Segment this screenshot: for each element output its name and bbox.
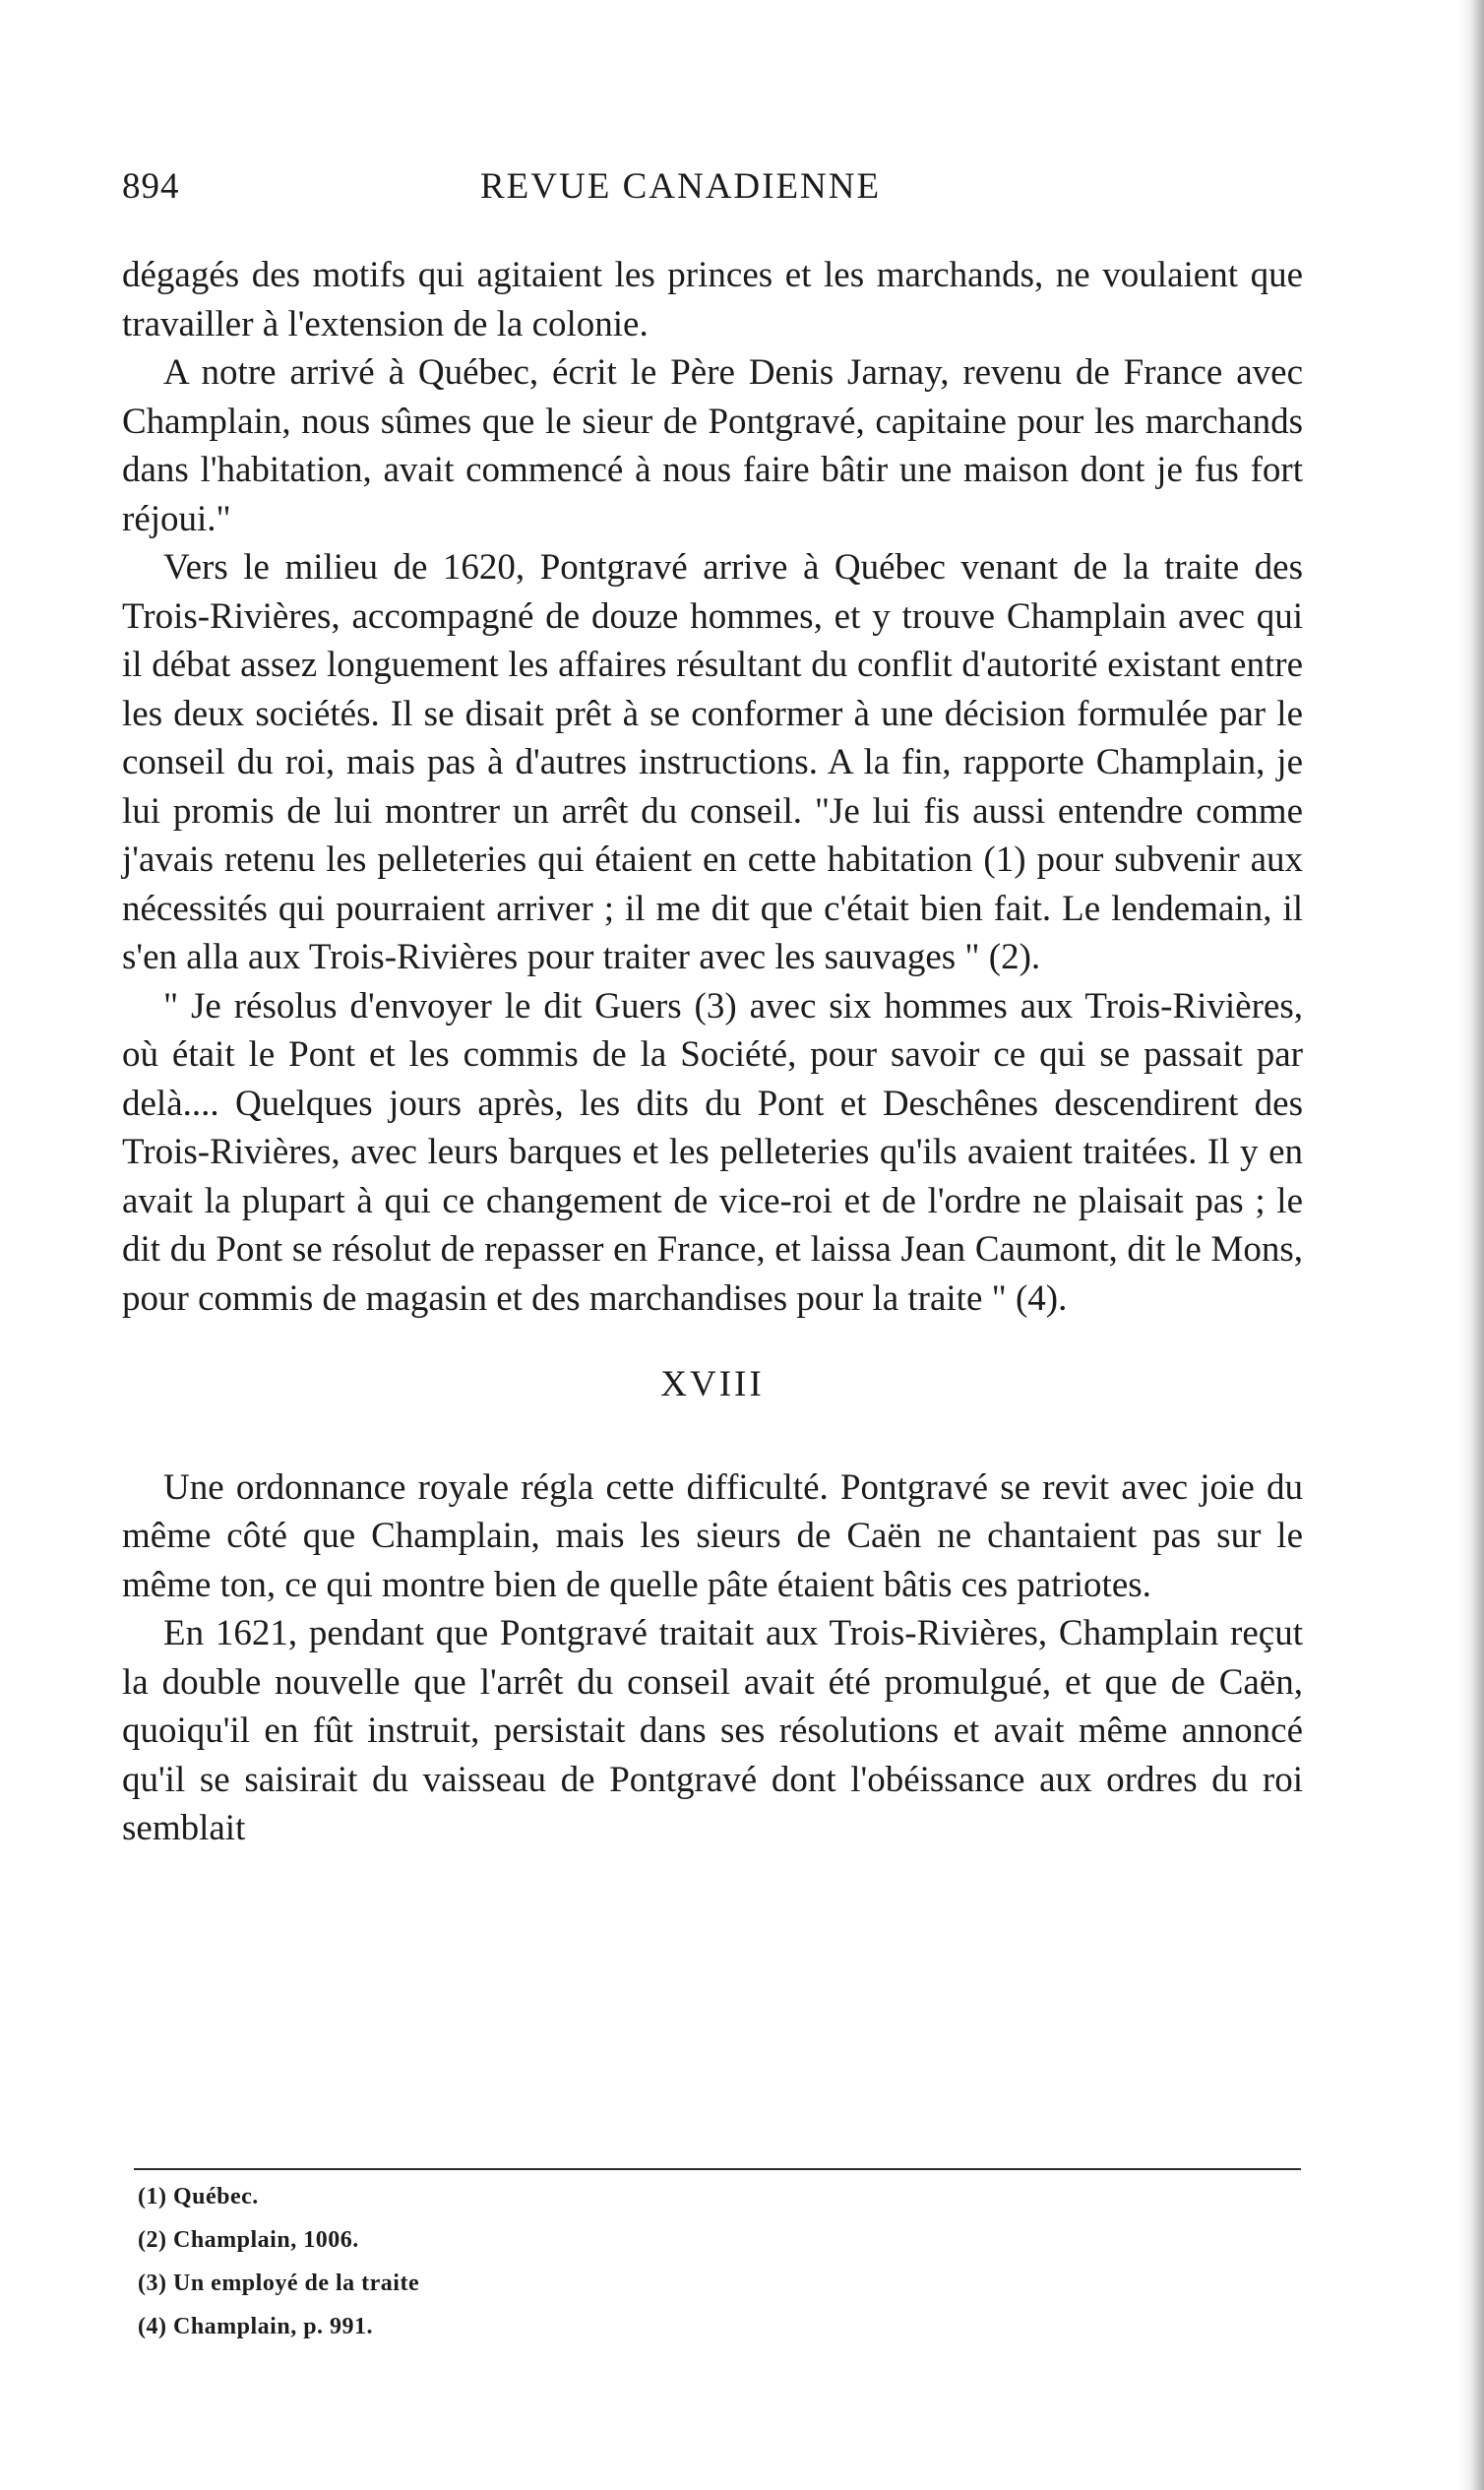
footnote: (3) Un employé de la traite bbox=[138, 2271, 420, 2296]
footnotes bbox=[138, 2157, 1122, 2348]
paragraph: Une ordonnance royale régla cette difficulté. Pontgravé se revit avec joie du même côté que Champlain, mais les sieurs de Caën ne chantaient pas sur le même ton, ce qui montre bien de quelle pâte étaient bâtis ces patriotes. bbox=[122, 1466, 1303, 1605]
running-head bbox=[122, 165, 1303, 215]
main-text bbox=[122, 251, 1303, 1853]
page-number: 894 bbox=[122, 166, 180, 207]
footnote: (1) Québec. bbox=[138, 2184, 259, 2210]
footnote: (4) Champlain, p. 991. bbox=[138, 2314, 374, 2339]
paragraph-continued: dégagés des motifs qui agitaient les princes et les marchands, ne voulaient que travailler à l'extension de la colonie. bbox=[122, 255, 1303, 344]
paragraph: A notre arrivé à Québec, écrit le Père Denis Jarnay, revenu de France avec Champlain, nous sûmes que le sieur de Pontgravé, capitaine pour les marchands dans l'habitation, avait commencé à nous faire bâtir une maison dont je fus fort réjoui." bbox=[122, 352, 1303, 539]
section-heading: XVIII bbox=[660, 1364, 765, 1404]
paragraph: Vers le milieu de 1620, Pontgravé arrive à Québec venant de la traite des Trois-Rivières, accompagné de douze hommes, et y trouve Champlain avec qui il débat assez longuement les affaires résultant du conflit d'autorité existant entre les deux sociétés. Il se disait prêt à se conformer à une décision formulée par le conseil du roi, mais pas à d'autres instructions. A la fin, rapporte Champlain, je lui promis de lui montrer un arrêt du conseil. "Je lui fis aussi entendre comme j'avais retenu les pelleteries qui étaient en cette habitation (1) pour subvenir aux nécessités qui pourraient arriver ; il me dit que c'était bien fait. Le lendemain, il s'en alla aux Trois-Rivières pour traiter avec les sauvages " (2). bbox=[122, 547, 1303, 977]
paragraph: En 1621, pendant que Pontgravé traitait aux Trois-Rivières, Champlain reçut la double nouvelle que l'arrêt du conseil avait été promulgué, et que de Caën, quoiqu'il en fût instruit, persistait dans ses résolutions et avait même annoncé qu'il se saisirait du vaisseau de Pontgravé dont l'obéissance aux ordres du roi semblait bbox=[122, 1613, 1303, 1848]
footnote: (2) Champlain, 1006. bbox=[138, 2227, 359, 2253]
journal-title: REVUE CANADIENNE bbox=[480, 166, 882, 207]
paragraph: " Je résolus d'envoyer le dit Guers (3) avec six hommes aux Trois-Rivières, où était le Pont et les commis de la Société, pour savoir ce qui se passait par delà.... Quelques jours après, les dits du Pont et Deschênes descendirent des Trois-Rivières, avec leurs barques et les pelleteries qu'ils avaient traitées. Il y en avait la plupart à qui ce changement de vice-roi et de l'ordre ne plaisait pas ; le dit du Pont se résolut de repasser en France, et laissa Jean Caumont, dit le Mons, pour commis de magasin et des marchandises pour la traite " (4). bbox=[122, 985, 1303, 1319]
page-edge-shadow bbox=[1458, 0, 1484, 2490]
